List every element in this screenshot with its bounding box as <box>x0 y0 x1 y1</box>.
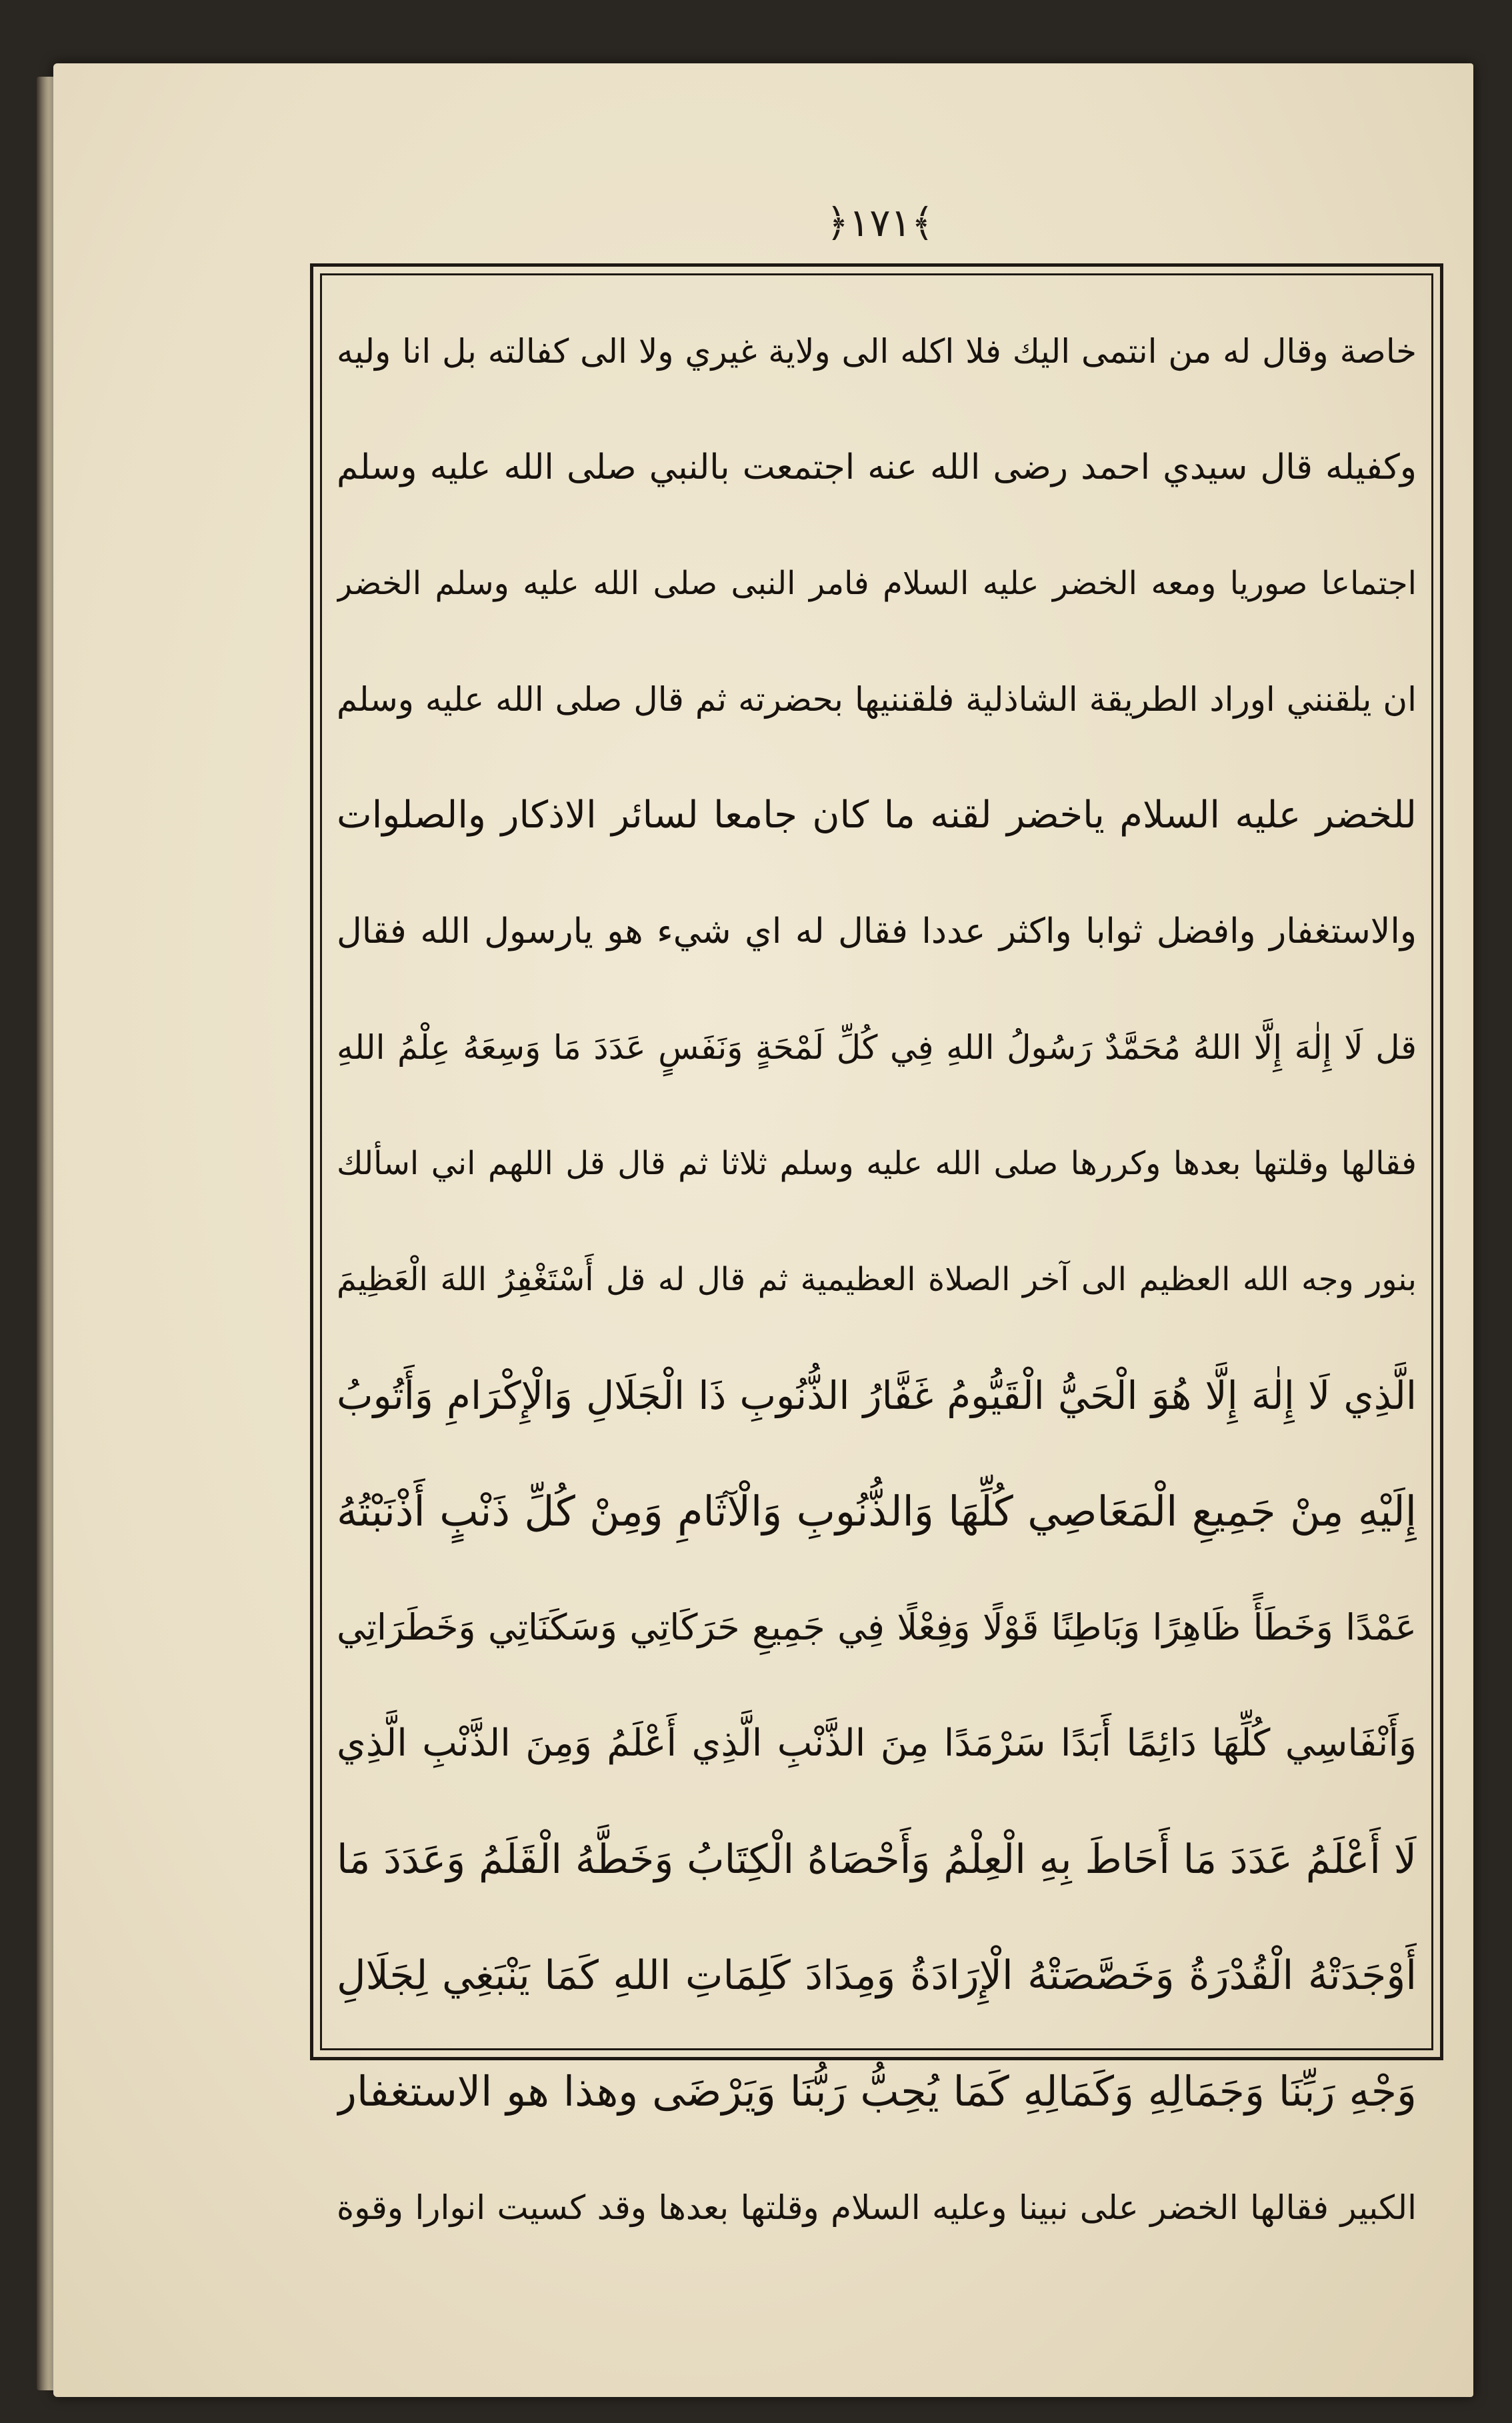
text-line: فقالها وقلتها بعدها وكررها صلى الله عليه وسلم ثلاثا ثم قال قل اللهم اني اسألك <box>337 1145 1417 1182</box>
text-line: لَا أَعْلَمُ عَدَدَ مَا أَحَاطَ بِهِ الْعِلْمُ وَأَحْصَاهُ الْكِتَابُ وَخَطَّهُ الْقَلَمُ وَعَدَدَ مَا <box>337 1836 1417 1883</box>
text-line: الَّذِي لَا إِلٰهَ إِلَّا هُوَ الْحَيُّ الْقَيُّومُ غَفَّارُ الذُّنُوبِ ذَا الْجَلَالِ وَالْإِكْرَامِ وَأَتُوبُ <box>337 1373 1417 1418</box>
text-line: الكبير فقالها الخضر على نبينا وعليه السلام وقلتها بعدها وقد كسيت انوارا وقوة <box>337 2188 1417 2227</box>
text-line: ان يلقنني اوراد الطريقة الشاذلية فلقننيها بحضرته ثم قال صلى الله عليه وسلم <box>337 680 1417 719</box>
page-number: ﴿١٧١﴾ <box>826 200 934 245</box>
text-line: أَوْجَدَتْهُ الْقُدْرَةُ وَخَصَّصَتْهُ الْإِرَادَةُ وَمِدَادَ كَلِمَاتِ اللهِ كَمَا يَنْبَغِي لِجَلَالِ <box>337 1952 1417 1999</box>
text-line: وَجْهِ رَبِّنَا وَجَمَالِهِ وَكَمَالِهِ كَمَا يُحِبُّ رَبُّنَا وَيَرْضَى وهذا هو الاستغفار <box>337 2067 1417 2116</box>
text-line: بنور وجه الله العظيم الى آخر الصلاة العظيمية ثم قال له قل أَسْتَغْفِرُ اللهَ الْعَظِيمَ <box>337 1261 1417 1298</box>
main-text-block <box>337 293 1417 2227</box>
text-line: وكفيله قال سيدي احمد رضى الله عنه اجتمعت بالنبي صلى الله عليه وسلم <box>337 447 1417 487</box>
text-line: إِلَيْهِ مِنْ جَمِيعِ الْمَعَاصِي كُلِّهَا وَالذُّنُوبِ وَالْآثَامِ وَمِنْ كُلِّ ذَنْبٍ أَذْنَبْتُهُ <box>337 1487 1417 1536</box>
text-line: والاستغفار وافضل ثوابا واكثر عددا فقال له اي شيء هو يارسول الله فقال <box>337 911 1417 951</box>
text-line: للخضر عليه السلام ياخضر لقنه ما كان جامعا لسائر الاذكار والصلوات <box>337 793 1417 837</box>
text-line: وَأَنْفَاسِي كُلِّهَا دَائِمًا أَبَدًا سَرْمَدًا مِنَ الذَّنْبِ الَّذِي أَعْلَمُ وَمِنَ الذَّنْبِ الَّذِي <box>337 1722 1417 1765</box>
text-line: عَمْدًا وَخَطَأً ظَاهِرًا وَبَاطِنًا قَوْلًا وَفِعْلًا فِي جَمِيعِ حَرَكَاتِي وَسَكَنَاتِي وَخَطَرَاتِي <box>337 1606 1417 1648</box>
text-line: اجتماعا صوريا ومعه الخضر عليه السلام فامر النبى صلى الله عليه وسلم الخضر <box>337 565 1417 602</box>
text-line: قل لَا إِلٰهَ إِلَّا اللهُ مُحَمَّدٌ رَسُولُ اللهِ فِي كُلِّ لَمْحَةٍ وَنَفَسٍ عَدَدَ مَا وَسِعَهُ عِلْمُ اللهِ <box>337 1028 1417 1067</box>
text-line: خاصة وقال له من انتمى اليك فلا اكله الى ولاية غيري ولا الى كفالته بل انا وليه <box>337 332 1417 371</box>
